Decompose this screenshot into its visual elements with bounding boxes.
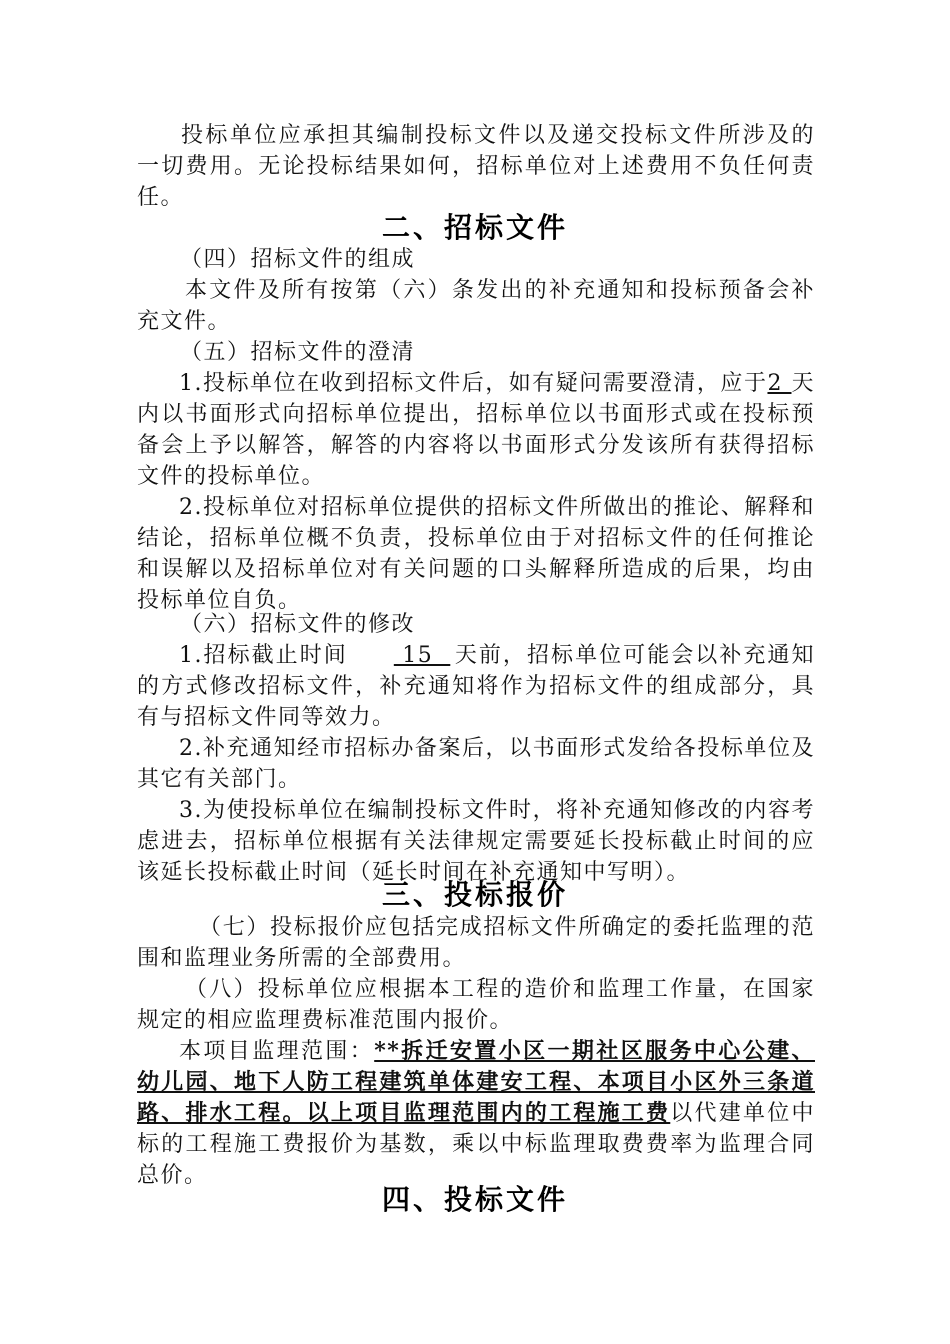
section-8-body: （八）投标单位应根据本工程的造价和监理工作量，在国家规定的相应监理费标准范围内报价。 [137,977,815,1033]
section-5-item-1 [137,368,815,492]
supervision-scope-paragraph [137,1036,815,1191]
section-4-title: （四）招标文件的组成 [180,247,416,272]
section-7-body: （七）投标报价应包括完成招标文件所确定的委托监理的范围和监理业务所需的全部费用。 [137,915,815,971]
paragraph-cost-intro: 投标单位应承担其编制投标文件以及递交投标文件所涉及的一切费用。无论投标结果如何，招标单位对上述费用不负任何责任。 [137,123,815,210]
scope-label: 本项目监理范围： [179,1039,375,1064]
section-6-item-1-pre: 1.招标截止时间 [179,643,348,668]
section-5-item-2: 2.投标单位对招标单位提供的招标文件所做出的推论、解释和结论，招标单位概不负责，投标单位由于对招标文件的任何推论和误解以及招标单位对有关问题的口头解释所造成的后果，均由投标单位自负。 [137,495,815,613]
section-6-item-1 [137,640,815,733]
scope-bold-text: **拆迁安置小区一期社区服务中心公建、幼儿园、地下人防工程建筑单体建安工程、本项目小区外三条道路、排水工程。以上项目监理范围内的工程施工费 [137,1038,815,1126]
heading-tender-documents: 二、招标文件 [381,211,568,244]
clarification-days-blank: 2 [767,371,792,396]
section-5-title: （五）招标文件的澄清 [180,340,416,365]
section-6-item-3: 3.为使投标单位在编制投标文件时，将补充通知修改的内容考虑进去，招标单位根据有关法律规定需要延长投标截止时间的应该延长投标截止时间（延长时间在补充通知中写明）。 [137,798,815,885]
section-5-item-1-pre: 1.投标单位在收到招标文件后，如有疑问需要澄清，应于 [179,371,768,396]
section-6-title: （六）招标文件的修改 [180,612,416,637]
heading-bid-price: 三、投标报价 [381,878,568,911]
section-5-item-1-post: 天内以书面形式向招标单位提出，招标单位以书面形式或在投标预备会上予以解答，解答的内容将以书面形式分发该所有获得招标文件的投标单位。 [137,371,815,489]
section-4-body: 本文件及所有按第（六）条发出的补充通知和投标预备会补充文件。 [137,278,815,334]
heading-bid-documents: 四、投标文件 [381,1183,568,1216]
modification-days-blank: 15 [393,643,451,668]
section-6-item-2: 2.补充通知经市招标办备案后，以书面形式发给各投标单位及其它有关部门。 [137,736,815,792]
section-6-item-1-post: 天前，招标单位可能会以补充通知的方式修改招标文件，补充通知将作为招标文件的组成部分，具有与招标文件同等效力。 [137,643,815,730]
scope-tail-text: 以代建单位中标的工程施工费报价为基数，乘以中标监理取费费率为监理合同总价。 [137,1101,815,1188]
